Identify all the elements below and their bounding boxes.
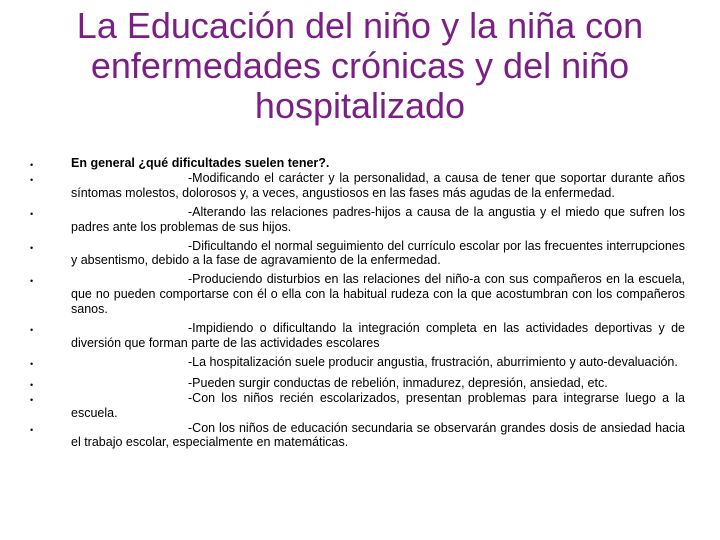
list-item [30,239,685,269]
list-item [30,272,685,317]
item-text: -Con los niños recién escolarizados, presentan problemas para integrarse luego a la escuela. [71,390,685,420]
question-text: En general ¿qué dificultades suelen tener?. [71,156,330,170]
item-text: -Alterando las relaciones padres-hijos a causa de la angustia y el miedo que sufren los padres ante los problemas de sus hijos. [71,204,685,234]
list-item [30,421,685,451]
list-item [30,321,685,351]
list-item [30,156,685,171]
item-text: -Produciendo disturbios en las relaciones del niño-a con sus compañeros en la escuela, que no pueden comportarse con él o ella con la habitual rudeza con la que acostumbran con los compañeros sanos. [71,272,685,317]
bullet-list [30,156,685,450]
list-item [30,376,685,391]
slide-title: La Educación del niño y la niña con enfermedades crónicas y del niño hospitalizado [76,5,644,126]
item-text: -Impidiendo o dificultando la integración completa en las actividades deportivas y de diversión que forman parte de las actividades escolares [71,321,685,350]
item-text: -Pueden surgir conductas de rebelión, inmadurez, depresión, ansiedad, etc. [188,375,608,390]
item-text: -Dificultando el normal seguimiento del currículo escolar por las frecuentes interrupciones y absentismo, debido a la fase de agravamiento de la enfermedad. [71,238,685,268]
list-item [30,355,685,370]
item-text: -Modificando el carácter y la personalidad, a causa de tener que soportar durante años síntomas molestos, dolorosos y, a veces, angustiosos en las fases más agudas de la enfermedad. [71,170,685,200]
list-item [30,391,685,421]
item-text: -Con los niños de educación secundaria se observarán grandes dosis de ansiedad hacia el trabajo escolar, especialmente en matemáticas. [71,420,685,450]
list-item [30,205,685,235]
list-item [30,171,685,201]
item-text: -La hospitalización suele producir angustia, frustración, aburrimiento y auto-devaluación. [188,354,678,369]
